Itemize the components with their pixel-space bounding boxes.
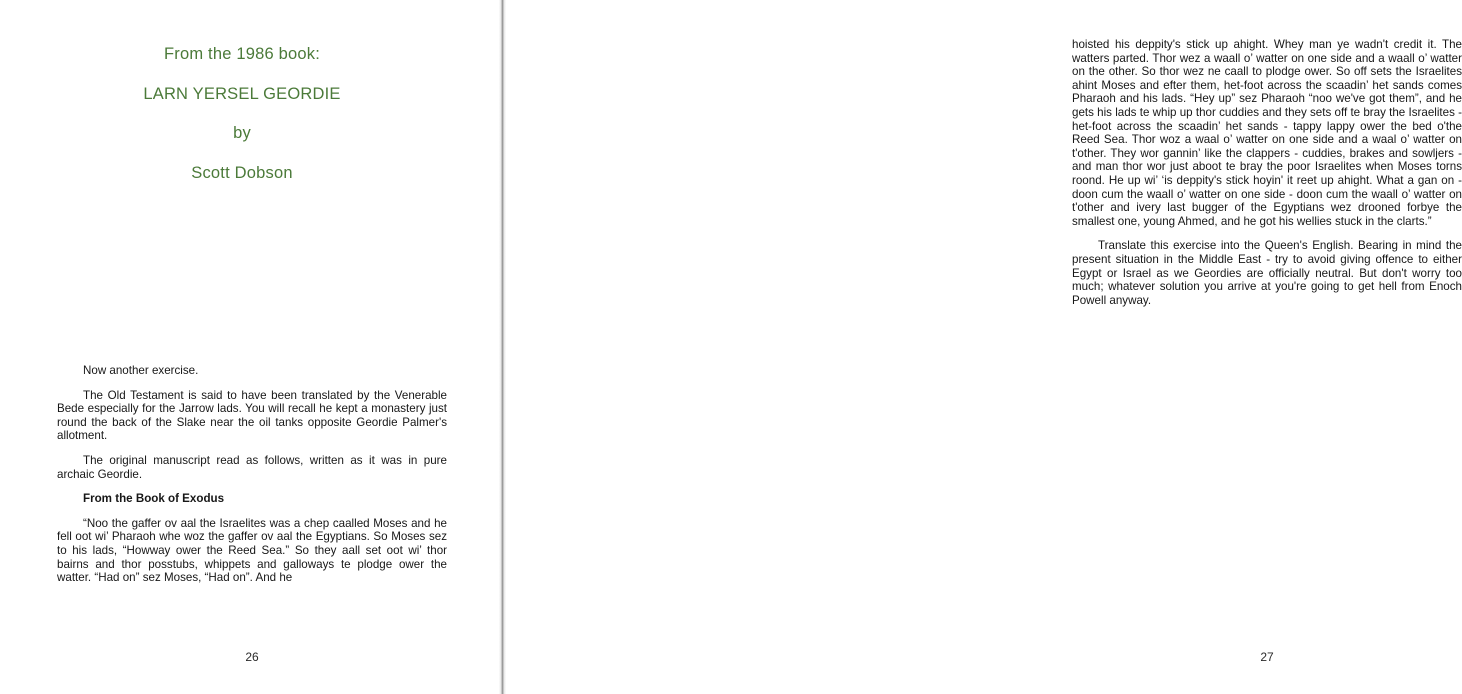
title-line-by: by bbox=[233, 124, 251, 143]
paragraph-quote: “Noo the gaffer ov aal the Israelites was a chep caalled Moses and he fell oot wi’ Pharaoh whe woz the gaffer ov aal the Egyptians. So Moses sez to his lads, “Howway ower the Reed Sea.” So they aall set oot wi’ thor bairns and thor posstubs, whippets and galloways te plodge ower the watter. “Had on” sez Moses, “Had on”. And he bbox=[57, 516, 447, 585]
paragraph-continuation: hoisted his deppity's stick up ahight. Whey man ye wadn't credit it. The watters parted. Thor wez a waall o’ watter on one side and a waall o’ watter on the other. So thor wez ne caall to plodge ower. So off sets the Israelites ahint Moses and efter them, het-foot across the scaadin’ het sands comes Pharaoh and his lads. “Hey up” sez Pharaoh “noo we've got them”, and he gets his lads te whip up thor cuddies and they sets off te bray the Israelites - het-foot across the scaadin’ het sands - tappy lappy ower the bed o'the Reed Sea. Thor woz a waal o’ watter on one side and a waal o’ watter on t'other. They wor gannin’ like the clappers - cuddies, brakes and sowljers - and man thor wor just aboot te bray the poor Israelites when Moses torns roond. He up wi’ ‘is deppity's stick hoyin' it reet up ahight. What a gan on - doon cum the waall o’ watter on one side - doon cum the waall o’ watter on t'other and ivery last bugger of the Egyptians wez drooned forbye the smallest one, young Ahmed, and he got his wellies stuck in the clarts.” bbox=[1072, 38, 1462, 228]
right-page bbox=[506, 0, 1462, 694]
page-number-right: 27 bbox=[1260, 650, 1274, 664]
page-gutter-divider bbox=[499, 0, 506, 694]
left-page bbox=[0, 0, 499, 694]
title-line-source: From the 1986 book: bbox=[163, 45, 321, 63]
page-number-left: 26 bbox=[245, 650, 259, 664]
paragraph: Translate this exercise into the Queen's English. Bearing in mind the present situation in the Middle East - try to avoid giving offence to either Egypt or Israel as we Geordies are officially neutral. But don't worry too much; whatever solution you arrive at you're going to get hell from Enoch Powell anyway. bbox=[1072, 239, 1462, 307]
paragraph: Now another exercise. bbox=[83, 364, 199, 377]
title-line-author: Scott Dobson bbox=[191, 163, 293, 182]
title-line-book-title: LARN YERSEL GEORDIE bbox=[143, 84, 341, 103]
title-block bbox=[57, 44, 427, 184]
left-text-column bbox=[57, 364, 447, 585]
paragraph: The original manuscript read as follows, written as it was in pure archaic Geordie. bbox=[57, 453, 447, 481]
paragraph: The Old Testament is said to have been translated by the Venerable Bede especially for the Jarrow lads. You will recall he kept a monastery just round the back of the Slake near the oil tanks opposite Geordie Palmer's allotment. bbox=[57, 388, 447, 443]
section-subheading: From the Book of Exodus bbox=[83, 492, 225, 506]
right-text-column bbox=[1072, 38, 1462, 307]
